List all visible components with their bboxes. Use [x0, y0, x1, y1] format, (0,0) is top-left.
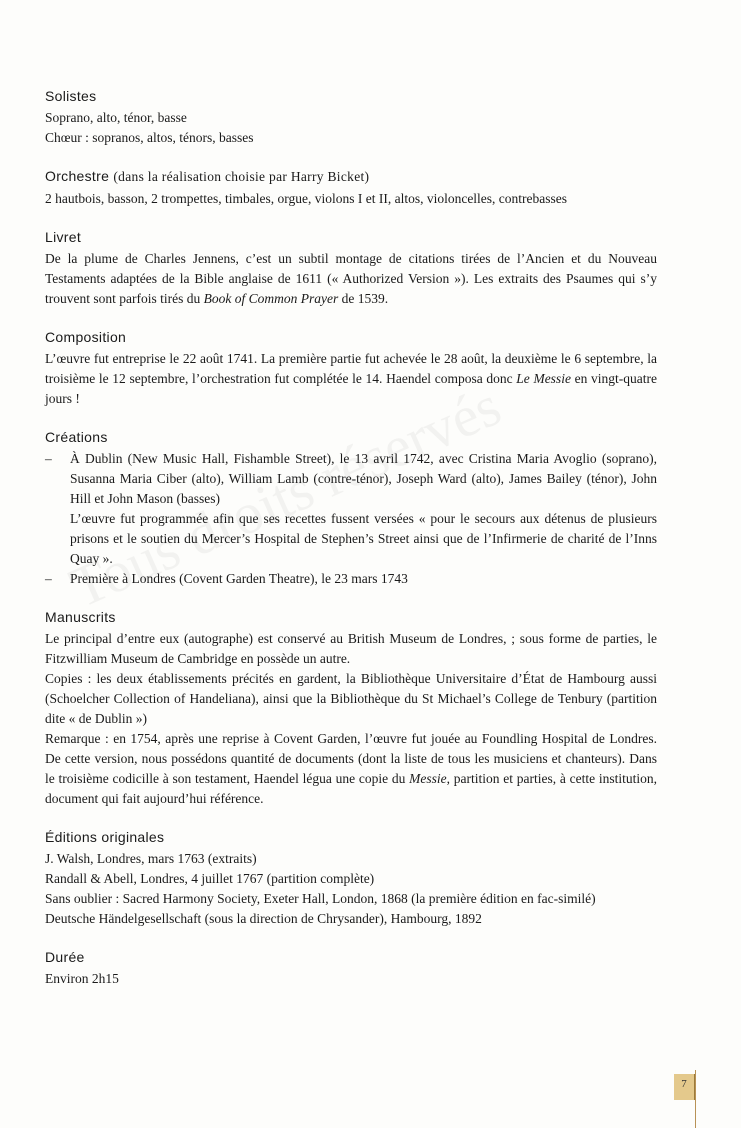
section-duree — [45, 947, 657, 989]
livret-text-1: De la plume de Charles Jennens, c’est un subtil montage de citations tirées de l’Ancien et du Nouveau Testaments adaptées de la Bible anglaise de 1611 (« Authorized Version »). Les extraits des Psaumes qui s’y trouvent sont parfois tirés du — [45, 251, 657, 306]
composition-text-1: L’œuvre fut entreprise le 22 août 1741. La première partie fut achevée le 28 août, la deuxième le 6 septembre, la troisième le 12 septembre, l’orchestration fut complétée le 14. Haendel composa donc — [45, 351, 657, 386]
creations-item-1-text: À Dublin (New Music Hall, Fishamble Street), le 13 avril 1742, avec Cristina Maria Avoglio (soprano), Susanna Maria Ciber (alto), William Lamb (contre-ténor), Joseph Ward (alto), James Bailey (ténor), John Hill et John Mason (basses) — [70, 451, 657, 506]
heading-composition: Composition — [45, 329, 127, 345]
editions-line-4: Deutsche Händelgesellschaft (sous la direction de Chrysander), Hambourg, 1892 — [45, 911, 482, 926]
page-number: 7 — [674, 1074, 695, 1100]
heading-duree: Durée — [45, 949, 85, 965]
heading-creations: Créations — [45, 429, 108, 445]
list-item — [45, 449, 657, 569]
creations-list — [45, 449, 657, 589]
livret-text-2: de 1539. — [338, 291, 389, 306]
livret-italic: Book of Common Prayer — [203, 291, 339, 306]
duree-line: Environ 2h15 — [45, 971, 119, 986]
editions-line-2: Randall & Abell, Londres, 4 juillet 1767 (partition complète) — [45, 871, 375, 886]
editions-line-1: J. Walsh, Londres, mars 1763 (extraits) — [45, 851, 257, 866]
manuscrits-text-2: , partition et parties, à cette institution, document qui fait aujourd’hui référence. — [45, 771, 657, 806]
page-edge-rule — [695, 1070, 696, 1128]
manuscrits-paragraph-3 — [45, 729, 657, 809]
heading-editions: Éditions originales — [45, 829, 165, 845]
creations-item-1-note: L’œuvre fut programmée afin que ses recettes fussent versées « pour le secours aux détenus de plusieurs prisons et le soutien du Mercer’s Hospital de Stephen’s Street ainsi que de l’Infirmerie de charité de l’Inns Quay ». — [70, 511, 657, 566]
section-livret — [45, 227, 657, 309]
manuscrits-text-1: Remarque : en 1754, après une reprise à Covent Garden, l’œuvre fut jouée au Foundling Hospital de Londres. De cette version, nous possédons quantité de documents (dont la liste de tous les musiciens et chanteurs). Dans le troisième codicille à son testament, Haendel légua une copie du — [45, 731, 657, 786]
section-creations — [45, 427, 657, 589]
heading-manuscrits: Manuscrits — [45, 609, 116, 625]
editions-line-3: Sans oublier : Sacred Harmony Society, Exeter Hall, London, 1868 (la première édition en fac-similé) — [45, 891, 596, 906]
solistes-line-2: Chœur : sopranos, altos, ténors, basses — [45, 130, 254, 145]
composition-text-2: en vingt-quatre jours ! — [45, 371, 657, 406]
manuscrits-paragraph-2: Copies : les deux établissements précités en gardent, la Bibliothèque Universitaire d’État de Hambourg aussi (Schoelcher Collection of Handeliana), ainsi que la Bibliothèque du St Michael’s College de Tenbury (partition dite « de Dublin ») — [45, 671, 657, 726]
section-solistes — [45, 86, 657, 148]
orchestre-line: 2 hautbois, basson, 2 trompettes, timbales, orgue, violons I et II, altos, violoncelles, contrebasses — [45, 191, 568, 206]
list-item — [45, 569, 657, 589]
livret-paragraph — [45, 249, 657, 309]
heading-orchestre-title: Orchestre — [45, 168, 110, 184]
composition-paragraph — [45, 349, 657, 409]
section-manuscrits — [45, 607, 657, 809]
section-editions — [45, 827, 657, 929]
composition-italic: Le Messie — [516, 371, 571, 386]
manuscrits-italic: Messie — [409, 771, 447, 786]
heading-orchestre — [45, 166, 657, 187]
section-composition — [45, 327, 657, 409]
dash-marker: – — [45, 571, 52, 586]
heading-livret: Livret — [45, 229, 82, 245]
section-orchestre — [45, 166, 657, 209]
dash-marker: – — [45, 451, 52, 466]
creations-item-2-text: Première à Londres (Covent Garden Theatre), le 23 mars 1743 — [70, 571, 408, 586]
manuscrits-paragraph-1: Le principal d’entre eux (autographe) est conservé au British Museum de Londres, ; sous forme de parties, le Fitzwilliam Museum de Cambridge en possède un autre. — [45, 631, 657, 666]
document-page — [45, 86, 657, 1007]
heading-orchestre-note: (dans la réalisation choisie par Harry Bicket) — [113, 169, 370, 184]
heading-solistes: Solistes — [45, 88, 97, 104]
solistes-line-1: Soprano, alto, ténor, basse — [45, 110, 187, 125]
